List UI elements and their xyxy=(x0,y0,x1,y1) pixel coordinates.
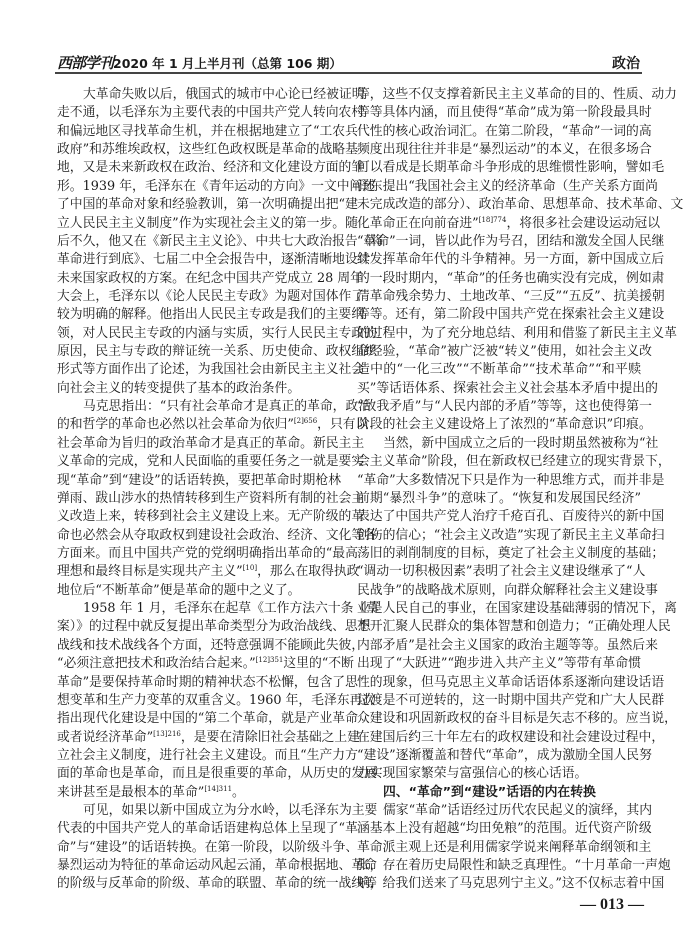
running-header xyxy=(55,52,642,72)
text-line: 民战争”的战略战术原则，向群众解释社会主义建设事 xyxy=(357,582,658,598)
text-line: 续发挥革命年代的斗争精神。另一方面，新中国成立后 xyxy=(357,252,665,268)
text-line: 内部矛盾”是社会主义国家的政治主题等等。虽然后来 xyxy=(357,637,658,653)
text-line: 的过程中，为了充分地总结、利用和借鉴了新民主主义革 xyxy=(357,325,677,341)
text-line: 向社会主义的转变提供了基本的政治条件。 xyxy=(57,380,301,396)
citation-mark: [12]351 xyxy=(255,656,284,665)
text-line: “革命”一词，皆以此作为号召，团结和激发全国人民继 xyxy=(357,233,665,249)
text-line: 当然，新中国成立之后的一段时期虽然被称为“社 xyxy=(383,435,659,451)
text-line: 等，这些不仅支撑着新民主主义革命的目的、性质、动力 xyxy=(357,87,677,102)
text-line: 方面来。而且中国共产党的党纲明确指出革命的“最高 xyxy=(57,545,358,561)
paragraph xyxy=(57,802,378,894)
text-line: 命也必然会从夺取政权到建设社会政治、经济、文化等各 xyxy=(57,527,377,543)
text-line: 形式等方面作出了论述，为我国社会由新民主主义社会 xyxy=(57,362,365,378)
text-line: 等等具体内涵，而且使得“革命”成为第一阶段最具时 xyxy=(357,105,652,121)
left-column xyxy=(57,86,384,894)
text-line: 原因，民主与专政的辩证统一关系、历史使命、政权组织 xyxy=(57,344,377,360)
text-line: 性的现象，但马克思主义革命话语体系逐渐向建设话语 xyxy=(357,674,665,690)
text-line: 出现了“大跃进”“跑步进入共产主义”等带有革命惯 xyxy=(357,656,641,672)
text-line: 指出现代化建设是中国的“第二个革命，就是产业革命 xyxy=(57,711,358,727)
text-line: 荡旧的剥削制度的目标，奠定了社会主义制度的基础； xyxy=(357,545,665,561)
citation-mark: [2]656 xyxy=(293,417,318,426)
text-line: 大会上，毛泽东以《论人民民主专政》为题对国体作了 xyxy=(57,288,365,304)
text-line: 命经验，“革命”被广泛被“转义”使用，如社会主义改 xyxy=(357,344,652,360)
text-line: 涵基本上没有超越“均田免粮”的范围。近代资产阶级 xyxy=(357,821,652,837)
text-line: “调动一切积极因素”表明了社会主义建设继承了“人 xyxy=(357,564,646,580)
text-line: 暴烈运动为特征的革命运动风起云涌，革命根据地、革命 xyxy=(57,858,377,874)
text-line: 代性的核心政治词汇。在第二阶段，“革命”一词的高 xyxy=(357,123,652,139)
text-line: 弹雨、跋山涉水的热情转移到生产资料所有制的社会主 xyxy=(57,490,365,506)
text-line: 面的革命也是革命，而且是很重要的革命，从历史的发展 xyxy=(57,766,377,782)
text-line: 在建国后约三十年左右的政权建设和社会建设过程中， xyxy=(357,729,665,745)
text-line: 力实现国家繁荣与富强信心的核心话语。 xyxy=(357,766,588,782)
text-line: 革命进行到底》、七届二中全会报告中，逐渐清晰地设计 xyxy=(57,252,371,268)
citation-mark: [14]311 xyxy=(204,784,233,793)
text-line: 的和哲学的革命也必然以社会革命为依归”$^{[2]656}$，只有以 xyxy=(57,417,369,433)
text-line: 四、“革命”到“建设”话语的内在转换 xyxy=(383,784,596,800)
right-column xyxy=(357,86,684,894)
text-line: 的阶级与反革命的阶级、革命的联盟、革命的统一战线等 xyxy=(57,876,377,892)
text-line: 形。1939 年，毛泽东在《青年运动的方向》一文中阐述 xyxy=(57,178,376,194)
text-line: 频度出现往往并非是“暴烈运动”的本义，在很多场合 xyxy=(357,142,652,158)
citation-mark: [13]216 xyxy=(153,729,181,738)
text-line: 了中国的革命对象和经验教训，第一次明确提出把“建 xyxy=(57,197,358,213)
text-line: 地，又是未来新政权在政治、经济和文化建设方面的雏 xyxy=(57,160,365,176)
text-line: 想变革和生产力变革的双重含义。1960 年，毛泽东再次 xyxy=(57,692,376,708)
text-line: 泽东提出“我国社会主义的经济革命（生产关系方面尚 xyxy=(357,178,658,194)
paragraph xyxy=(57,600,380,802)
text-line: 马克思指出：“只有社会革命才是真正的革命，政治 xyxy=(83,399,372,415)
text-line: 义改造上来，转移到社会主义建设上来。无产阶级的革 xyxy=(57,509,365,525)
text-line: 理想和最终目标是实现共产主义”[10]，那么在取得执政 xyxy=(57,564,360,580)
text-line: 张，存在着历史局限性和缺乏真理性。“十月革命一声炮 xyxy=(357,858,671,874)
text-line: 儒家“革命”话语经过历代农民起义的演绎，其内 xyxy=(383,803,653,819)
paragraph xyxy=(57,398,377,600)
text-line: 战线和技术战线各个方面，还特意强调不能顾此失彼， xyxy=(57,637,365,653)
text-line: 众建设和巩固新政权的奋斗目标是矢志不移的。应当说， xyxy=(357,711,677,727)
text-line: 走不通，以毛泽东为主要代表的中国共产党人转向农村 xyxy=(57,105,365,121)
paragraph xyxy=(357,435,677,784)
text-line: 前期“暴烈斗争”的意味了。“恢复和发展国民经济” xyxy=(357,490,641,506)
text-line: “革命”大多数情况下只是作为一种思维方式，而并非是 xyxy=(357,472,665,488)
journal-logo: 西部学刊 xyxy=(57,54,114,72)
text-line: 过渡是不可逆转的，这一时期中国共产党和广大人民群 xyxy=(357,692,665,708)
text-line: 革命”是要保持革命时期的精神状态不松懈，包含了思 xyxy=(57,674,358,690)
text-line: 造中的“一化三改”“不断革命”“技术革命”“和平赎 xyxy=(357,362,641,378)
text-line: 地位后“不断革命”便是革命的题中之义了。 xyxy=(57,582,301,598)
text-line: 不开汇聚人民群众的集体智慧和创造力；“正确处理人民 xyxy=(357,619,671,635)
text-line: 业是人民自己的事业，在国家建设基础薄弱的情况下，离 xyxy=(357,601,677,617)
text-line: 等等。还有，第二阶段中国共产党在探索社会主义建设 xyxy=(357,307,665,323)
text-line: 可以看成是长期革命斗争形成的思维惯性影响，譬如毛 xyxy=(357,160,665,176)
paragraph xyxy=(57,86,384,398)
text-line: 响，给我们送来了马克思列宁主义。”这不仅标志着中国 xyxy=(357,876,665,892)
text-line: 创伤的信心；“社会主义改造”实现了新民主主义革命扫 xyxy=(357,527,665,543)
citation-mark: [18]774 xyxy=(478,215,507,224)
text-line: 立人民民主主义制度”作为实现社会主义的第一步。随 xyxy=(57,215,358,231)
text-line: 和偏远地区寻找革命生机，并在根据地建立了“工农兵 xyxy=(57,123,358,139)
text-line: 会主义革命”阶段，但在新政权已经建立的现实背景下， xyxy=(357,454,671,470)
text-line: 社会革命为旨归的政治革命才是真正的革命。新民主主 xyxy=(57,435,365,451)
text-line: 未完成改造的部分）、政治革命、思想革命、技术革命、文 xyxy=(357,197,684,213)
citation-mark: [10] xyxy=(242,564,258,573)
section-heading xyxy=(357,784,641,802)
text-line: 未来国家政权的方案。在纪念中国共产党成立 28 周年 xyxy=(57,270,363,286)
text-line: 代表的中国共产党人的革命话语建构总体上呈现了“革 xyxy=(57,821,358,837)
text-line: 可见，如果以新中国成立为分水岭，以毛泽东为主要 xyxy=(83,803,378,819)
text-line: 化革命正在向前奋进”$^{[18]774}$，将很多社会建设运动冠以 xyxy=(357,215,661,231)
header-rule xyxy=(55,72,642,74)
text-line: 大革命失败以后，俄国式的城市中心论已经被证明 xyxy=(83,87,365,102)
text-line: 买”等话语体系、探索社会主义社会基本矛盾中提出的 xyxy=(357,380,658,396)
text-line: 现“革命”到“建设”的话语转换，要把革命时期枪林 xyxy=(57,472,341,488)
text-line: 案）》的过程中就反复提出革命类型分为政治战线、思想 xyxy=(57,619,371,635)
text-line: 后不久，他又在《新民主主义论》、中共七大政治报告《将 xyxy=(57,233,384,249)
text-line: “必须注意把技术和政治结合起来。”$^{[12]351}$这里的“不断 xyxy=(57,656,354,672)
page-number: — 013 — xyxy=(580,896,644,913)
paragraph xyxy=(357,86,684,435)
text-line: 来讲甚至是最根本的革命”$^{[14]311}$。 xyxy=(57,784,245,800)
text-line: 清革命残余势力、土地改革、“三反”“五反”、抗美援朝 xyxy=(357,288,665,304)
text-line: 革命派主观上还是利用儒家学说来阐释革命纲领和主 xyxy=(357,839,652,855)
paragraph xyxy=(357,802,671,894)
text-line: 或者说经济革命”$^{[13]216}$，是要在清除旧社会基础之上建 xyxy=(57,729,361,745)
text-line: 阶段的社会主义建设烙上了浓烈的“革命意识”印痕。 xyxy=(357,417,652,433)
text-line: 命”与“建设”的话语转换。在第一阶段，以阶级斗争、 xyxy=(57,839,359,855)
section-label: 政治 xyxy=(612,56,640,72)
text-line: 立社会主义制度，进行社会主义建设。而且“生产力方 xyxy=(57,747,358,763)
text-line: “建设”逐渐覆盖和替代“革命”，成为激励全国人民努 xyxy=(357,747,652,763)
text-line: 领，对人民民主专政的内涵与实质，实行人民民主专政的 xyxy=(57,325,377,341)
text-line: 的一段时期内，“革命”的任务也确实没有完成，例如肃 xyxy=(357,270,665,286)
text-line: “敌我矛盾”与“人民内部的矛盾”等等，这也使得第一 xyxy=(357,399,652,415)
text-line: 义革命的完成，党和人民面临的重要任务之一就是要实 xyxy=(57,454,365,470)
text-line: 政府”和苏维埃政权，这些红色政权既是革命的战略基 xyxy=(57,142,358,158)
text-line: 表达了中国共产党人治疗千疮百孔、百废待兴的新中国 xyxy=(357,509,665,525)
text-line: 1958 年 1 月，毛泽东在起草《工作方法六十条（草 xyxy=(83,601,380,617)
text-line: 较为明确的解释。他指出人民民主专政是我们的主要纲 xyxy=(57,307,365,323)
issue-info: 2020 年 1 月上半月刊（总第 106 期） xyxy=(113,56,342,71)
